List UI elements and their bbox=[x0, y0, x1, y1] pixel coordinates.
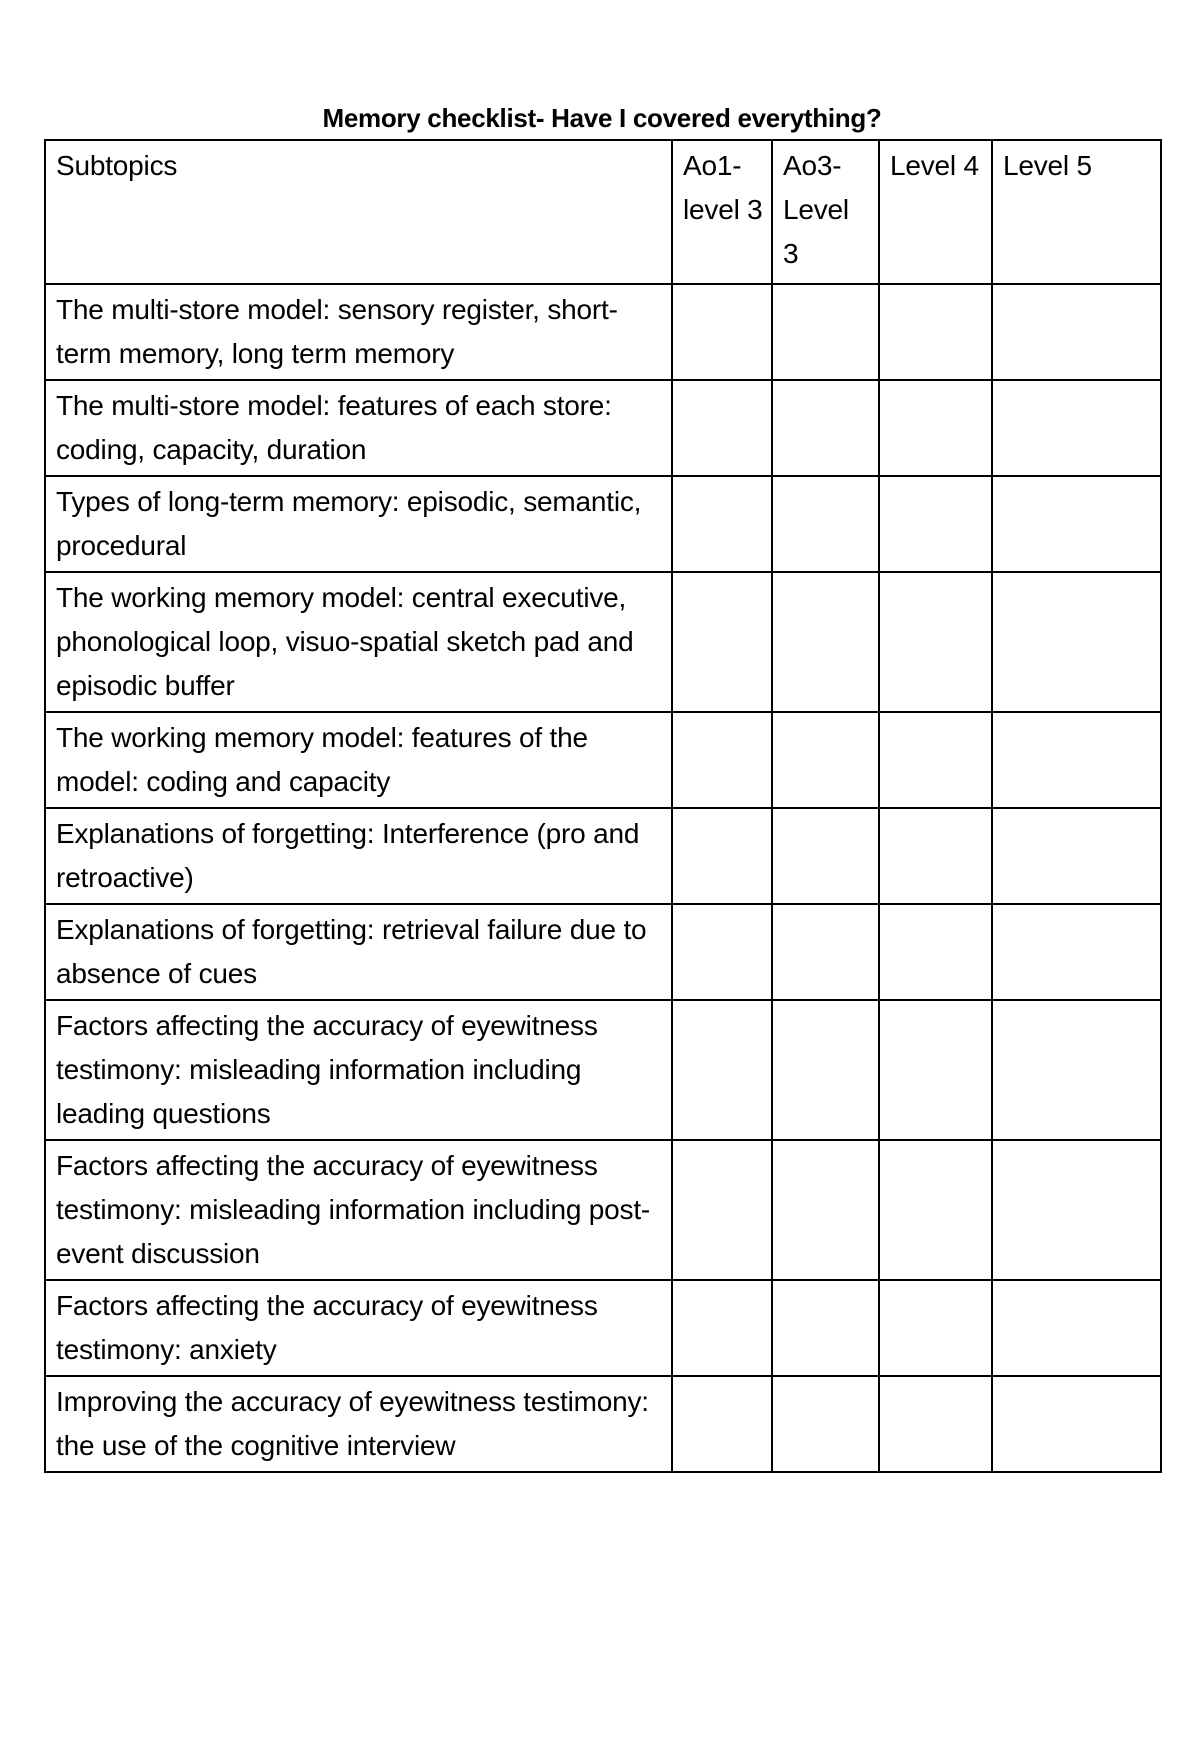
level-4-cell[interactable] bbox=[879, 808, 992, 904]
subtopic-cell: Factors affecting the accuracy of eyewitness testimony: misleading information including post-event discussion bbox=[45, 1140, 672, 1280]
level-4-cell[interactable] bbox=[879, 712, 992, 808]
table-row bbox=[45, 1140, 1161, 1280]
table-row bbox=[45, 1280, 1161, 1376]
ao1-level-3-cell[interactable] bbox=[672, 572, 772, 712]
subtopic-cell: Improving the accuracy of eyewitness testimony: the use of the cognitive interview bbox=[45, 1376, 672, 1472]
level-4-cell[interactable] bbox=[879, 1280, 992, 1376]
table-row bbox=[45, 1000, 1161, 1140]
memory-checklist-table bbox=[44, 139, 1162, 1473]
table-row bbox=[45, 476, 1161, 572]
header-level-5: Level 5 bbox=[992, 140, 1161, 284]
level-5-cell[interactable] bbox=[992, 1000, 1161, 1140]
table-row bbox=[45, 1376, 1161, 1472]
header-ao3-level-3: Ao3- Level 3 bbox=[772, 140, 879, 284]
level-4-cell[interactable] bbox=[879, 1140, 992, 1280]
header-ao1-level-3: Ao1- level 3 bbox=[672, 140, 772, 284]
ao3-level-3-cell[interactable] bbox=[772, 1376, 879, 1472]
table-row bbox=[45, 808, 1161, 904]
ao1-level-3-cell[interactable] bbox=[672, 380, 772, 476]
level-5-cell[interactable] bbox=[992, 1280, 1161, 1376]
level-5-cell[interactable] bbox=[992, 284, 1161, 380]
subtopic-cell: Explanations of forgetting: Interference (pro and retroactive) bbox=[45, 808, 672, 904]
ao1-level-3-cell[interactable] bbox=[672, 284, 772, 380]
ao3-level-3-cell[interactable] bbox=[772, 904, 879, 1000]
ao1-level-3-cell[interactable] bbox=[672, 904, 772, 1000]
level-4-cell[interactable] bbox=[879, 1000, 992, 1140]
ao1-level-3-cell[interactable] bbox=[672, 1280, 772, 1376]
subtopic-cell: Factors affecting the accuracy of eyewitness testimony: anxiety bbox=[45, 1280, 672, 1376]
level-4-cell[interactable] bbox=[879, 904, 992, 1000]
document-title: Memory checklist- Have I covered everything? bbox=[322, 103, 882, 133]
level-4-cell[interactable] bbox=[879, 476, 992, 572]
header-subtopics: Subtopics bbox=[45, 140, 672, 284]
ao1-level-3-cell[interactable] bbox=[672, 808, 772, 904]
subtopic-cell: Explanations of forgetting: retrieval failure due to absence of cues bbox=[45, 904, 672, 1000]
level-5-cell[interactable] bbox=[992, 808, 1161, 904]
table-row bbox=[45, 380, 1161, 476]
ao3-level-3-cell[interactable] bbox=[772, 1140, 879, 1280]
level-4-cell[interactable] bbox=[879, 1376, 992, 1472]
subtopic-cell: The working memory model: central executive, phonological loop, visuo-spatial sketch pad and episodic buffer bbox=[45, 572, 672, 712]
ao3-level-3-cell[interactable] bbox=[772, 572, 879, 712]
header-level-4: Level 4 bbox=[879, 140, 992, 284]
level-5-cell[interactable] bbox=[992, 1140, 1161, 1280]
ao3-level-3-cell[interactable] bbox=[772, 712, 879, 808]
ao3-level-3-cell[interactable] bbox=[772, 284, 879, 380]
ao3-level-3-cell[interactable] bbox=[772, 1000, 879, 1140]
level-4-cell[interactable] bbox=[879, 380, 992, 476]
level-4-cell[interactable] bbox=[879, 572, 992, 712]
subtopic-cell: The working memory model: features of the model: coding and capacity bbox=[45, 712, 672, 808]
level-5-cell[interactable] bbox=[992, 572, 1161, 712]
ao1-level-3-cell[interactable] bbox=[672, 1140, 772, 1280]
ao1-level-3-cell[interactable] bbox=[672, 476, 772, 572]
level-5-cell[interactable] bbox=[992, 904, 1161, 1000]
ao3-level-3-cell[interactable] bbox=[772, 808, 879, 904]
subtopic-cell: The multi-store model: features of each store: coding, capacity, duration bbox=[45, 380, 672, 476]
subtopic-cell: Factors affecting the accuracy of eyewitness testimony: misleading information including leading questions bbox=[45, 1000, 672, 1140]
level-5-cell[interactable] bbox=[992, 1376, 1161, 1472]
ao3-level-3-cell[interactable] bbox=[772, 1280, 879, 1376]
subtopic-cell: Types of long-term memory: episodic, semantic, procedural bbox=[45, 476, 672, 572]
table-row bbox=[45, 904, 1161, 1000]
table-row bbox=[45, 284, 1161, 380]
level-5-cell[interactable] bbox=[992, 380, 1161, 476]
ao1-level-3-cell[interactable] bbox=[672, 712, 772, 808]
ao3-level-3-cell[interactable] bbox=[772, 380, 879, 476]
table-row bbox=[45, 572, 1161, 712]
table-header-row bbox=[45, 140, 1161, 284]
level-5-cell[interactable] bbox=[992, 712, 1161, 808]
ao3-level-3-cell[interactable] bbox=[772, 476, 879, 572]
level-5-cell[interactable] bbox=[992, 476, 1161, 572]
table-row bbox=[45, 712, 1161, 808]
level-4-cell[interactable] bbox=[879, 284, 992, 380]
ao1-level-3-cell[interactable] bbox=[672, 1000, 772, 1140]
subtopic-cell: The multi-store model: sensory register, short-term memory, long term memory bbox=[45, 284, 672, 380]
ao1-level-3-cell[interactable] bbox=[672, 1376, 772, 1472]
